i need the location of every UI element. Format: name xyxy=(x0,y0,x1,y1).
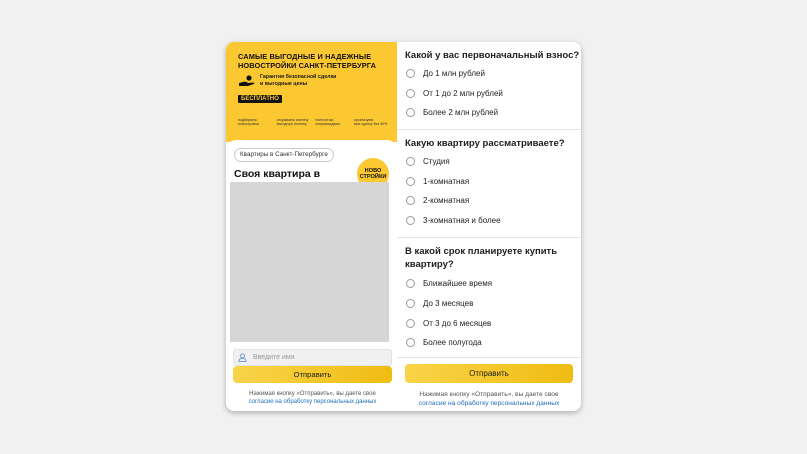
option-row[interactable]: От 3 до 6 месяцев xyxy=(405,313,581,333)
option-row[interactable]: 1-комнатная xyxy=(405,171,581,191)
preview-image-placeholder xyxy=(230,182,389,342)
radio-button[interactable] xyxy=(406,216,415,225)
option-row[interactable]: Ближайшее время xyxy=(405,274,581,294)
preview-pane xyxy=(226,42,397,411)
radio-button[interactable] xyxy=(406,338,415,347)
option-row[interactable]: Студия xyxy=(405,152,581,172)
location-chip[interactable]: Квартиры в Санкт-Петербурге xyxy=(234,148,334,162)
radio-button[interactable] xyxy=(406,177,415,186)
banner-feature: подбираем новостройки xyxy=(238,118,259,127)
hand-coin-icon xyxy=(238,75,256,87)
consent-note-left: Нажимая кнопку «Отправить», вы даете свое согласие на обработку персональных данных xyxy=(248,391,377,405)
free-badge: БЕСПЛАТНО xyxy=(238,95,282,103)
quiz-card xyxy=(226,42,581,411)
banner-subtitle-line-2: и выгодные цены xyxy=(260,80,308,87)
question-purchase-timeframe xyxy=(397,246,581,358)
radio-button[interactable] xyxy=(406,196,415,205)
banner-title-line-2: НОВОСТРОЙКИ САНКТ-ПЕТЕРБУРГА xyxy=(238,61,377,71)
consent-note: Нажимая кнопку «Отправить», вы даете свое согласие на обработку персональных данных xyxy=(418,391,560,407)
option-row[interactable]: От 1 до 2 млн рублей xyxy=(405,83,581,103)
new-buildings-badge: НОВО СТРОЙКИ xyxy=(357,158,389,190)
promo-banner xyxy=(226,42,397,142)
question-down-payment xyxy=(397,50,581,130)
option-row[interactable]: До 3 месяцев xyxy=(405,294,581,314)
radio-button[interactable] xyxy=(406,279,415,288)
question-title: Какой у вас первоначальный взнос? xyxy=(405,50,580,61)
banner-features xyxy=(238,118,390,126)
radio-button[interactable] xyxy=(406,69,415,78)
radio-button[interactable] xyxy=(406,319,415,328)
preview-headline: Своя квартира в xyxy=(234,168,321,180)
option-row[interactable]: 2-комнатная xyxy=(405,191,581,211)
banner-feature: организуем всю сделку без 90% xyxy=(353,118,388,127)
banner-guarantee xyxy=(238,74,387,87)
consent-link-left[interactable]: согласие на обработку персональных данных xyxy=(248,399,377,405)
radio-button[interactable] xyxy=(406,89,415,98)
question-title: В какой срок планируете купить квартиру? xyxy=(405,246,558,270)
submit-button[interactable]: Отправить xyxy=(405,364,573,383)
question-title: Какую квартиру рассматриваете? xyxy=(405,138,565,149)
banner-title xyxy=(238,52,387,70)
banner-subtitle-line-1: Гарантия безопасной сделки xyxy=(260,74,337,81)
banner-title-line-1: САМЫЕ ВЫГОДНЫЕ И НАДЕЖНЫЕ xyxy=(238,52,372,61)
radio-button[interactable] xyxy=(406,108,415,117)
name-field[interactable] xyxy=(233,349,392,366)
question-apartment-type xyxy=(397,138,581,238)
option-row[interactable]: Более полугода xyxy=(405,333,581,353)
option-row[interactable]: До 1 млн рублей xyxy=(405,64,581,84)
banner-feature: открываем ипотеку выгодную ипотеку xyxy=(276,118,309,127)
radio-button[interactable] xyxy=(406,157,415,166)
option-row[interactable]: Более 2 млн рублей xyxy=(405,103,581,123)
radio-button[interactable] xyxy=(406,299,415,308)
name-input[interactable] xyxy=(253,354,383,361)
consent-link[interactable]: согласие на обработку персональных данных xyxy=(418,399,560,407)
option-row[interactable]: 3-комнатная и более xyxy=(405,211,581,231)
quiz-pane xyxy=(397,42,581,411)
banner-feature: полностью сопровождаем xyxy=(315,118,340,127)
user-icon xyxy=(238,353,247,362)
submit-button-left[interactable]: Отправить xyxy=(233,366,392,383)
